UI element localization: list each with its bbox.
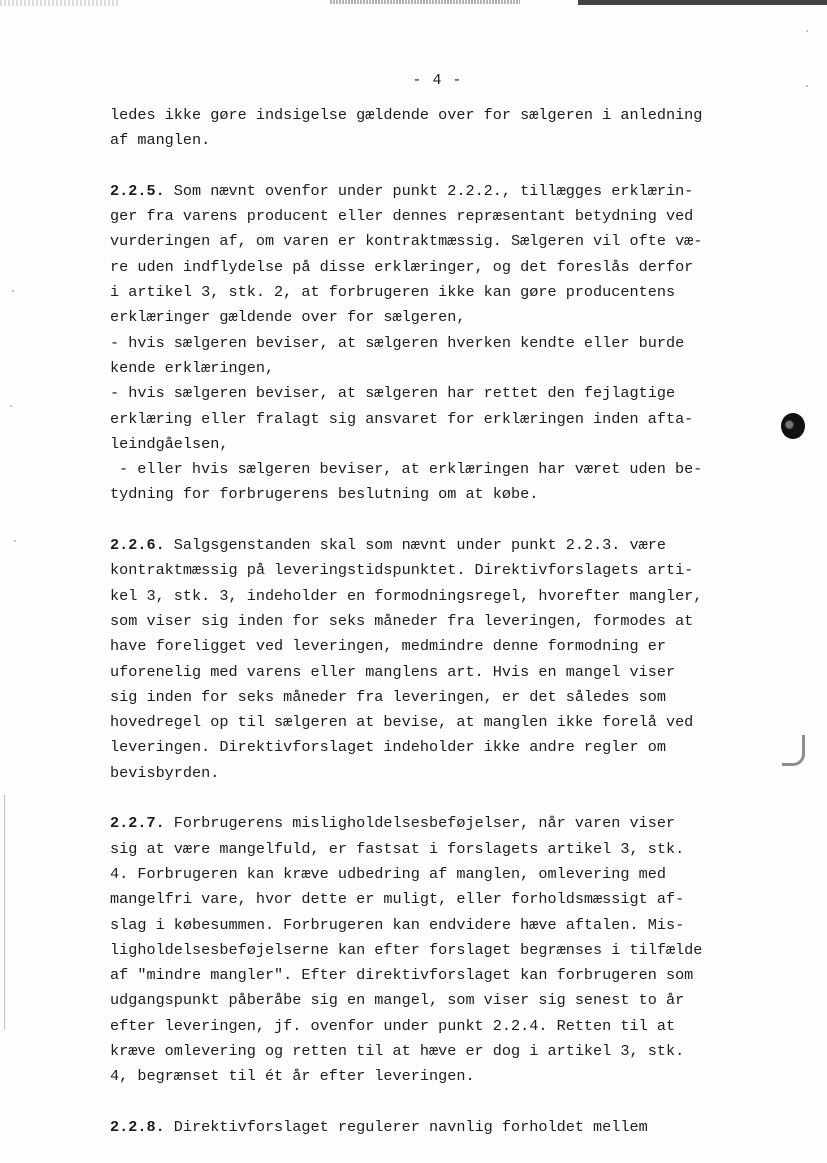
list-item-line: - eller hvis sælgeren beviser, at erklæringen har været uden be- (119, 460, 703, 479)
text-line: vurderingen af, om varen er kontraktmæssig. Sælgeren vil ofte væ- (110, 232, 703, 251)
list-item-line: - hvis sælgeren beviser, at sælgeren har rettet den fejlagtige (110, 384, 676, 403)
section-number: 2.2.8. (110, 1117, 165, 1136)
text-line: re uden indflydelse på disse erklæringer, og det foreslås derfor (110, 257, 694, 276)
text-line: kende erklæringen, (110, 358, 275, 377)
scan-edge-artifact (0, 0, 120, 6)
list-item-line: - hvis sælgeren beviser, at sælgeren hverken kendte eller burde (110, 333, 685, 352)
text-line: ligholdelsesbeføjelserne kan efter forslaget begrænses i tilfælde (110, 940, 703, 959)
scan-speck (14, 540, 16, 542)
paragraph-2-2-6-first-line (110, 533, 790, 558)
text-line: efter leveringen, jf. ovenfor under punkt 2.2.4. Retten til at (110, 1016, 676, 1035)
text-line: tydning for forbrugerens beslutning om at købe. (110, 485, 539, 504)
text-line: kontraktmæssig på leveringstidspunktet. Direktivforslagets arti- (110, 561, 694, 580)
margin-rule (4, 795, 5, 1030)
text-line: ger fra varens producent eller dennes repræsentant betydning ved (110, 207, 694, 226)
scan-speck (12, 290, 14, 292)
paragraph-gap (110, 508, 790, 533)
paragraph-gap (110, 154, 790, 179)
text-line: erklæring eller fralagt sig ansvaret for erklæringen inden afta- (110, 409, 694, 428)
section-number: 2.2.7. (110, 814, 165, 833)
text-line: kræve omlevering og retten til at hæve er dog i artikel 3, stk. (110, 1041, 685, 1060)
scan-speck (10, 405, 12, 407)
text-line: erklæringer gældende over for sælgeren, (110, 308, 466, 327)
text-span: Direktivforslaget regulerer navnlig forholdet mellem (164, 1117, 648, 1136)
text-line: 4. Forbrugeren kan kræve udbedring af manglen, omlevering med (110, 864, 666, 883)
text-line: uforenelig med varens eller manglens art. Hvis en mangel viser (110, 662, 676, 681)
paragraph-gap (110, 786, 790, 811)
page-number: - 4 - (412, 72, 463, 89)
scan-speck (806, 30, 808, 32)
text-line: bevisbyrden. (110, 763, 220, 782)
text-line: kel 3, stk. 3, indeholder en formodningsregel, hvorefter mangler, (110, 586, 703, 605)
scan-edge-artifact (330, 0, 520, 4)
scan-edge-artifact (578, 0, 827, 5)
text-line: 4, begrænset til ét år efter leveringen. (110, 1067, 475, 1086)
text-line: sig at være mangelfuld, er fastsat i forslagets artikel 3, stk. (110, 839, 685, 858)
text-span: Forbrugerens misligholdelsesbeføjelser, når varen viser (164, 814, 676, 833)
text-line: leveringen. Direktivforslaget indeholder ikke andre regler om (110, 738, 666, 757)
document-body (110, 103, 790, 1140)
paragraph-2-2-8-first-line (110, 1115, 790, 1140)
paragraph-2-2-7-first-line (110, 811, 790, 836)
text-line: af "mindre mangler". Efter direktivforslaget kan forbrugeren som (110, 966, 694, 985)
text-line: leindgåelsen, (110, 434, 229, 453)
text-line: mangelfri vare, hvor dette er muligt, eller forholdsmæssigt af- (110, 890, 685, 909)
text-line: udgangspunkt påberåbe sig en mangel, som viser sig senest to år (110, 991, 685, 1010)
text-line: ledes ikke gøre indsigelse gældende over for sælgeren i anledning (110, 106, 703, 124)
paragraph-gap (110, 1090, 790, 1115)
text-line: som viser sig inden for seks måneder fra leveringen, formodes at (110, 611, 694, 630)
text-line: have foreligget ved leveringen, medmindre denne formodning er (110, 637, 666, 656)
paragraph-2-2-5-first-line (110, 179, 790, 204)
section-number: 2.2.6. (110, 536, 165, 555)
section-number: 2.2.5. (110, 181, 165, 200)
text-span: Som nævnt ovenfor under punkt 2.2.2., tillægges erklærin- (164, 181, 694, 200)
text-line: hovedregel op til sælgeren at bevise, at manglen ikke forelå ved (110, 713, 694, 732)
text-line: i artikel 3, stk. 2, at forbrugeren ikke kan gøre producentens (110, 283, 676, 302)
text-span: Salgsgenstanden skal som nævnt under punkt 2.2.3. være (164, 536, 666, 555)
text-line: af manglen. (110, 131, 211, 150)
text-line: sig inden for seks måneder fra leveringen, er det således som (110, 687, 666, 706)
text-line: slag i købesummen. Forbrugeren kan endvidere hæve aftalen. Mis- (110, 915, 685, 934)
